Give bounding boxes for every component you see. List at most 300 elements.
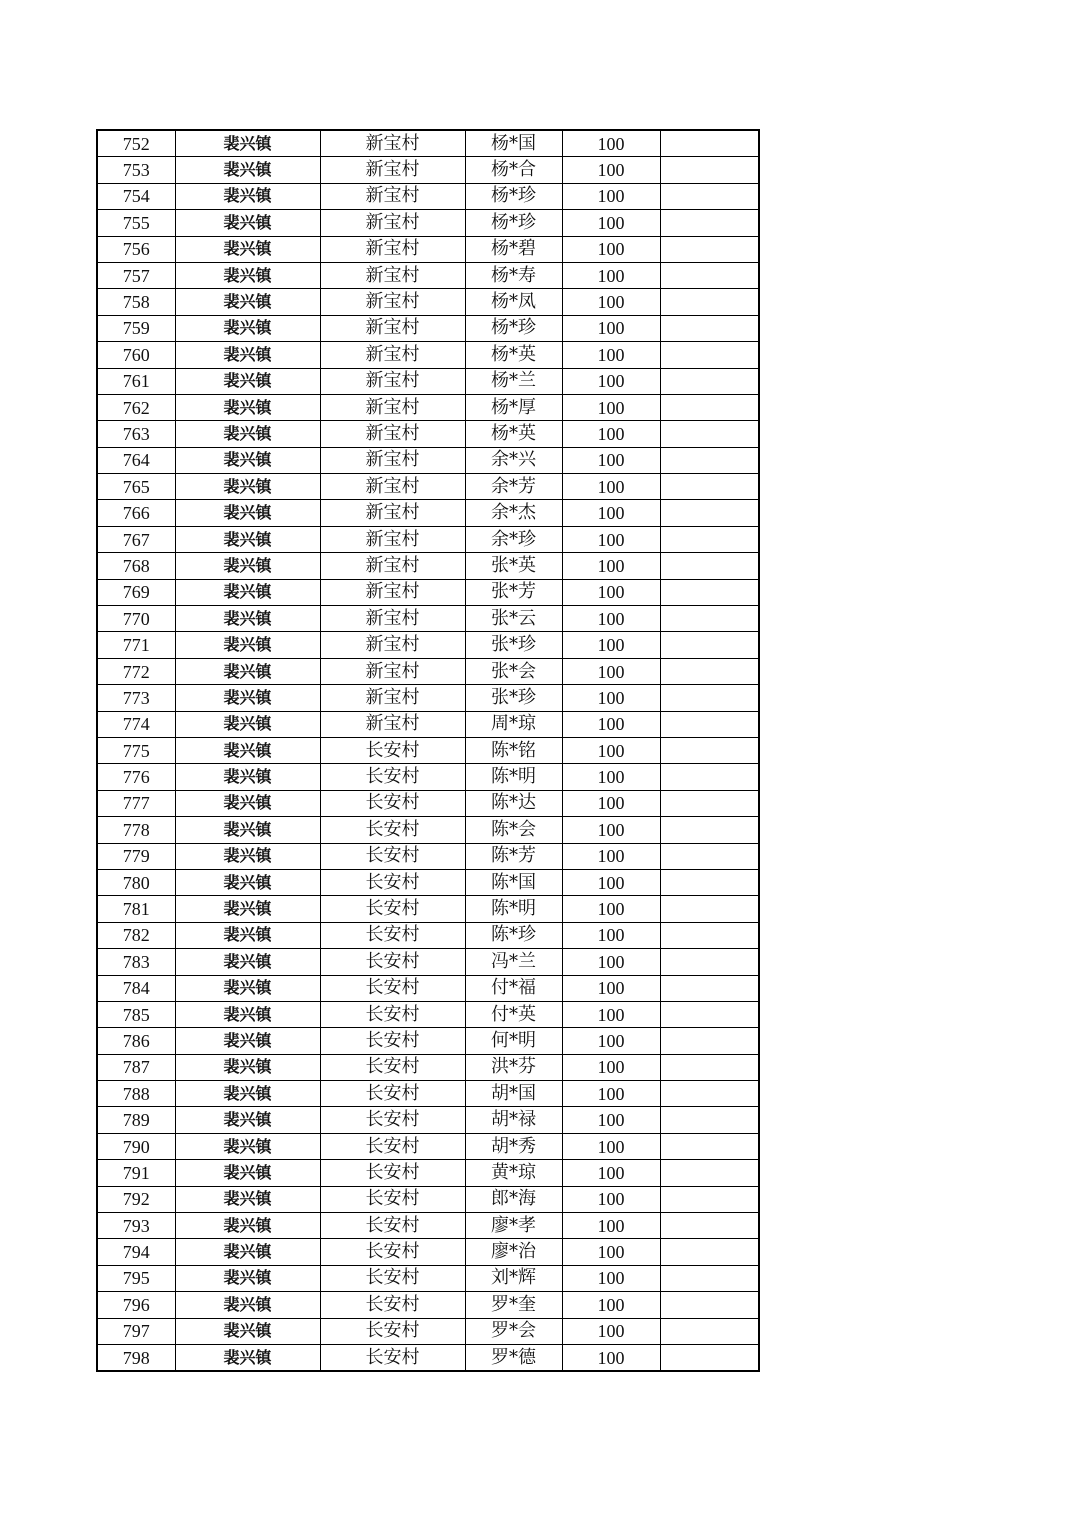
amount-cell: 100	[562, 210, 660, 236]
note-cell	[660, 447, 759, 473]
note-cell	[660, 500, 759, 526]
note-cell	[660, 949, 759, 975]
name-cell: 罗*德	[465, 1344, 562, 1371]
name-cell: 杨*厚	[465, 394, 562, 420]
village-cell: 新宝村	[320, 500, 465, 526]
table-row	[97, 843, 759, 869]
table-row	[97, 606, 759, 632]
note-cell	[660, 1239, 759, 1265]
table-row	[97, 1001, 759, 1027]
row-number-cell: 764	[97, 447, 175, 473]
name-cell: 胡*禄	[465, 1107, 562, 1133]
town-cell: 裴兴镇	[175, 1292, 320, 1318]
amount-cell: 100	[562, 342, 660, 368]
note-cell	[660, 342, 759, 368]
town-cell: 裴兴镇	[175, 130, 320, 157]
amount-cell: 100	[562, 394, 660, 420]
amount-cell: 100	[562, 737, 660, 763]
village-cell: 新宝村	[320, 579, 465, 605]
note-cell	[660, 1081, 759, 1107]
name-cell: 杨*英	[465, 421, 562, 447]
table-row	[97, 183, 759, 209]
table-row	[97, 737, 759, 763]
town-cell: 裴兴镇	[175, 421, 320, 447]
row-number-cell: 779	[97, 843, 175, 869]
row-number-cell: 754	[97, 183, 175, 209]
roster-table	[96, 129, 760, 1372]
town-cell: 裴兴镇	[175, 553, 320, 579]
village-cell: 新宝村	[320, 262, 465, 288]
town-cell: 裴兴镇	[175, 949, 320, 975]
name-cell: 余*杰	[465, 500, 562, 526]
table-row	[97, 157, 759, 183]
town-cell: 裴兴镇	[175, 896, 320, 922]
name-cell: 杨*英	[465, 342, 562, 368]
amount-cell: 100	[562, 1213, 660, 1239]
note-cell	[660, 526, 759, 552]
town-cell: 裴兴镇	[175, 183, 320, 209]
row-number-cell: 759	[97, 315, 175, 341]
row-number-cell: 780	[97, 869, 175, 895]
name-cell: 杨*国	[465, 130, 562, 157]
row-number-cell: 784	[97, 975, 175, 1001]
village-cell: 长安村	[320, 1001, 465, 1027]
village-cell: 长安村	[320, 1213, 465, 1239]
name-cell: 胡*国	[465, 1081, 562, 1107]
amount-cell: 100	[562, 368, 660, 394]
amount-cell: 100	[562, 500, 660, 526]
amount-cell: 100	[562, 658, 660, 684]
village-cell: 新宝村	[320, 553, 465, 579]
name-cell: 付*福	[465, 975, 562, 1001]
note-cell	[660, 394, 759, 420]
note-cell	[660, 1054, 759, 1080]
name-cell: 张*芳	[465, 579, 562, 605]
note-cell	[660, 1160, 759, 1186]
name-cell: 陈*明	[465, 896, 562, 922]
village-cell: 新宝村	[320, 526, 465, 552]
village-cell: 新宝村	[320, 685, 465, 711]
name-cell: 杨*凤	[465, 289, 562, 315]
amount-cell: 100	[562, 975, 660, 1001]
table-row	[97, 632, 759, 658]
row-number-cell: 772	[97, 658, 175, 684]
row-number-cell: 765	[97, 474, 175, 500]
name-cell: 洪*芬	[465, 1054, 562, 1080]
amount-cell: 100	[562, 896, 660, 922]
amount-cell: 100	[562, 236, 660, 262]
amount-cell: 100	[562, 526, 660, 552]
table-row	[97, 896, 759, 922]
note-cell	[660, 975, 759, 1001]
roster-table-body	[97, 130, 759, 1371]
name-cell: 廖*孝	[465, 1213, 562, 1239]
village-cell: 长安村	[320, 869, 465, 895]
row-number-cell: 791	[97, 1160, 175, 1186]
row-number-cell: 790	[97, 1133, 175, 1159]
village-cell: 新宝村	[320, 632, 465, 658]
note-cell	[660, 130, 759, 157]
village-cell: 长安村	[320, 1344, 465, 1371]
town-cell: 裴兴镇	[175, 579, 320, 605]
village-cell: 长安村	[320, 1028, 465, 1054]
note-cell	[660, 896, 759, 922]
table-row	[97, 658, 759, 684]
amount-cell: 100	[562, 1054, 660, 1080]
table-row	[97, 130, 759, 157]
village-cell: 新宝村	[320, 711, 465, 737]
table-row	[97, 1344, 759, 1371]
table-row	[97, 368, 759, 394]
note-cell	[660, 1213, 759, 1239]
row-number-cell: 788	[97, 1081, 175, 1107]
name-cell: 陈*国	[465, 869, 562, 895]
note-cell	[660, 869, 759, 895]
table-row	[97, 869, 759, 895]
name-cell: 罗*会	[465, 1318, 562, 1344]
village-cell: 长安村	[320, 1133, 465, 1159]
amount-cell: 100	[562, 632, 660, 658]
village-cell: 长安村	[320, 1239, 465, 1265]
table-row	[97, 500, 759, 526]
village-cell: 新宝村	[320, 447, 465, 473]
table-row	[97, 342, 759, 368]
amount-cell: 100	[562, 474, 660, 500]
note-cell	[660, 315, 759, 341]
note-cell	[660, 1133, 759, 1159]
table-row	[97, 289, 759, 315]
note-cell	[660, 843, 759, 869]
note-cell	[660, 1344, 759, 1371]
town-cell: 裴兴镇	[175, 342, 320, 368]
note-cell	[660, 474, 759, 500]
row-number-cell: 767	[97, 526, 175, 552]
amount-cell: 100	[562, 1133, 660, 1159]
town-cell: 裴兴镇	[175, 236, 320, 262]
note-cell	[660, 289, 759, 315]
amount-cell: 100	[562, 949, 660, 975]
row-number-cell: 793	[97, 1213, 175, 1239]
row-number-cell: 792	[97, 1186, 175, 1212]
table-row	[97, 553, 759, 579]
table-row	[97, 1160, 759, 1186]
name-cell: 张*会	[465, 658, 562, 684]
amount-cell: 100	[562, 579, 660, 605]
row-number-cell: 777	[97, 790, 175, 816]
row-number-cell: 794	[97, 1239, 175, 1265]
table-row	[97, 922, 759, 948]
table-row	[97, 210, 759, 236]
table-row	[97, 1107, 759, 1133]
town-cell: 裴兴镇	[175, 606, 320, 632]
table-row	[97, 262, 759, 288]
table-row	[97, 474, 759, 500]
note-cell	[660, 421, 759, 447]
amount-cell: 100	[562, 1160, 660, 1186]
row-number-cell: 755	[97, 210, 175, 236]
village-cell: 新宝村	[320, 289, 465, 315]
note-cell	[660, 236, 759, 262]
table-row	[97, 1028, 759, 1054]
name-cell: 郎*海	[465, 1186, 562, 1212]
town-cell: 裴兴镇	[175, 1186, 320, 1212]
village-cell: 新宝村	[320, 394, 465, 420]
village-cell: 长安村	[320, 1081, 465, 1107]
table-row	[97, 817, 759, 843]
row-number-cell: 756	[97, 236, 175, 262]
town-cell: 裴兴镇	[175, 711, 320, 737]
name-cell: 杨*合	[465, 157, 562, 183]
village-cell: 新宝村	[320, 157, 465, 183]
table-row	[97, 975, 759, 1001]
name-cell: 张*珍	[465, 685, 562, 711]
amount-cell: 100	[562, 869, 660, 895]
row-number-cell: 753	[97, 157, 175, 183]
amount-cell: 100	[562, 1186, 660, 1212]
amount-cell: 100	[562, 606, 660, 632]
town-cell: 裴兴镇	[175, 526, 320, 552]
table-row	[97, 526, 759, 552]
name-cell: 张*英	[465, 553, 562, 579]
note-cell	[660, 1186, 759, 1212]
table-row	[97, 315, 759, 341]
village-cell: 新宝村	[320, 236, 465, 262]
row-number-cell: 798	[97, 1344, 175, 1371]
row-number-cell: 757	[97, 262, 175, 288]
amount-cell: 100	[562, 790, 660, 816]
town-cell: 裴兴镇	[175, 500, 320, 526]
row-number-cell: 789	[97, 1107, 175, 1133]
row-number-cell: 766	[97, 500, 175, 526]
amount-cell: 100	[562, 843, 660, 869]
town-cell: 裴兴镇	[175, 368, 320, 394]
table-row	[97, 1292, 759, 1318]
town-cell: 裴兴镇	[175, 1239, 320, 1265]
note-cell	[660, 1292, 759, 1318]
town-cell: 裴兴镇	[175, 790, 320, 816]
name-cell: 冯*兰	[465, 949, 562, 975]
note-cell	[660, 1001, 759, 1027]
town-cell: 裴兴镇	[175, 658, 320, 684]
village-cell: 新宝村	[320, 342, 465, 368]
note-cell	[660, 764, 759, 790]
name-cell: 罗*奎	[465, 1292, 562, 1318]
town-cell: 裴兴镇	[175, 975, 320, 1001]
row-number-cell: 773	[97, 685, 175, 711]
town-cell: 裴兴镇	[175, 1001, 320, 1027]
note-cell	[660, 210, 759, 236]
note-cell	[660, 262, 759, 288]
amount-cell: 100	[562, 1318, 660, 1344]
table-row	[97, 1054, 759, 1080]
amount-cell: 100	[562, 1239, 660, 1265]
town-cell: 裴兴镇	[175, 817, 320, 843]
name-cell: 陈*达	[465, 790, 562, 816]
amount-cell: 100	[562, 764, 660, 790]
village-cell: 长安村	[320, 843, 465, 869]
row-number-cell: 763	[97, 421, 175, 447]
row-number-cell: 769	[97, 579, 175, 605]
amount-cell: 100	[562, 1107, 660, 1133]
note-cell	[660, 1265, 759, 1291]
row-number-cell: 781	[97, 896, 175, 922]
name-cell: 周*琼	[465, 711, 562, 737]
town-cell: 裴兴镇	[175, 764, 320, 790]
name-cell: 陈*明	[465, 764, 562, 790]
amount-cell: 100	[562, 1344, 660, 1371]
row-number-cell: 785	[97, 1001, 175, 1027]
village-cell: 长安村	[320, 817, 465, 843]
village-cell: 长安村	[320, 1186, 465, 1212]
row-number-cell: 761	[97, 368, 175, 394]
name-cell: 张*云	[465, 606, 562, 632]
village-cell: 长安村	[320, 1292, 465, 1318]
amount-cell: 100	[562, 1292, 660, 1318]
name-cell: 余*芳	[465, 474, 562, 500]
table-row	[97, 579, 759, 605]
amount-cell: 100	[562, 922, 660, 948]
note-cell	[660, 737, 759, 763]
note-cell	[660, 685, 759, 711]
village-cell: 长安村	[320, 764, 465, 790]
town-cell: 裴兴镇	[175, 922, 320, 948]
row-number-cell: 758	[97, 289, 175, 315]
row-number-cell: 762	[97, 394, 175, 420]
amount-cell: 100	[562, 685, 660, 711]
note-cell	[660, 183, 759, 209]
row-number-cell: 775	[97, 737, 175, 763]
table-row	[97, 790, 759, 816]
town-cell: 裴兴镇	[175, 632, 320, 658]
town-cell: 裴兴镇	[175, 1160, 320, 1186]
village-cell: 新宝村	[320, 658, 465, 684]
row-number-cell: 752	[97, 130, 175, 157]
name-cell: 杨*珍	[465, 315, 562, 341]
town-cell: 裴兴镇	[175, 1265, 320, 1291]
amount-cell: 100	[562, 130, 660, 157]
row-number-cell: 786	[97, 1028, 175, 1054]
town-cell: 裴兴镇	[175, 262, 320, 288]
town-cell: 裴兴镇	[175, 869, 320, 895]
note-cell	[660, 632, 759, 658]
note-cell	[660, 817, 759, 843]
amount-cell: 100	[562, 817, 660, 843]
town-cell: 裴兴镇	[175, 289, 320, 315]
town-cell: 裴兴镇	[175, 394, 320, 420]
town-cell: 裴兴镇	[175, 1133, 320, 1159]
name-cell: 杨*碧	[465, 236, 562, 262]
village-cell: 长安村	[320, 949, 465, 975]
name-cell: 杨*兰	[465, 368, 562, 394]
table-row	[97, 1186, 759, 1212]
name-cell: 黄*琼	[465, 1160, 562, 1186]
town-cell: 裴兴镇	[175, 1028, 320, 1054]
name-cell: 陈*珍	[465, 922, 562, 948]
table-row	[97, 236, 759, 262]
village-cell: 新宝村	[320, 183, 465, 209]
note-cell	[660, 922, 759, 948]
table-row	[97, 711, 759, 737]
table-row	[97, 1213, 759, 1239]
village-cell: 长安村	[320, 1107, 465, 1133]
town-cell: 裴兴镇	[175, 210, 320, 236]
name-cell: 廖*治	[465, 1239, 562, 1265]
row-number-cell: 776	[97, 764, 175, 790]
amount-cell: 100	[562, 183, 660, 209]
village-cell: 新宝村	[320, 210, 465, 236]
town-cell: 裴兴镇	[175, 843, 320, 869]
row-number-cell: 797	[97, 1318, 175, 1344]
row-number-cell: 787	[97, 1054, 175, 1080]
amount-cell: 100	[562, 157, 660, 183]
table-row	[97, 1239, 759, 1265]
note-cell	[660, 368, 759, 394]
name-cell: 胡*秀	[465, 1133, 562, 1159]
town-cell: 裴兴镇	[175, 685, 320, 711]
amount-cell: 100	[562, 711, 660, 737]
amount-cell: 100	[562, 421, 660, 447]
village-cell: 长安村	[320, 896, 465, 922]
town-cell: 裴兴镇	[175, 474, 320, 500]
village-cell: 长安村	[320, 975, 465, 1001]
row-number-cell: 770	[97, 606, 175, 632]
amount-cell: 100	[562, 315, 660, 341]
row-number-cell: 778	[97, 817, 175, 843]
note-cell	[660, 157, 759, 183]
town-cell: 裴兴镇	[175, 1054, 320, 1080]
village-cell: 新宝村	[320, 474, 465, 500]
amount-cell: 100	[562, 1081, 660, 1107]
name-cell: 刘*辉	[465, 1265, 562, 1291]
amount-cell: 100	[562, 262, 660, 288]
note-cell	[660, 711, 759, 737]
town-cell: 裴兴镇	[175, 1107, 320, 1133]
note-cell	[660, 606, 759, 632]
note-cell	[660, 658, 759, 684]
row-number-cell: 796	[97, 1292, 175, 1318]
village-cell: 新宝村	[320, 606, 465, 632]
village-cell: 长安村	[320, 1318, 465, 1344]
village-cell: 长安村	[320, 1054, 465, 1080]
town-cell: 裴兴镇	[175, 1344, 320, 1371]
name-cell: 杨*珍	[465, 183, 562, 209]
village-cell: 新宝村	[320, 315, 465, 341]
name-cell: 陈*芳	[465, 843, 562, 869]
row-number-cell: 783	[97, 949, 175, 975]
amount-cell: 100	[562, 1265, 660, 1291]
town-cell: 裴兴镇	[175, 1081, 320, 1107]
note-cell	[660, 790, 759, 816]
village-cell: 长安村	[320, 922, 465, 948]
row-number-cell: 760	[97, 342, 175, 368]
note-cell	[660, 579, 759, 605]
town-cell: 裴兴镇	[175, 315, 320, 341]
amount-cell: 100	[562, 553, 660, 579]
name-cell: 杨*珍	[465, 210, 562, 236]
town-cell: 裴兴镇	[175, 1318, 320, 1344]
table-row	[97, 764, 759, 790]
row-number-cell: 771	[97, 632, 175, 658]
name-cell: 张*珍	[465, 632, 562, 658]
note-cell	[660, 1318, 759, 1344]
name-cell: 陈*铭	[465, 737, 562, 763]
village-cell: 长安村	[320, 1160, 465, 1186]
amount-cell: 100	[562, 1001, 660, 1027]
table-row	[97, 949, 759, 975]
note-cell	[660, 553, 759, 579]
town-cell: 裴兴镇	[175, 157, 320, 183]
note-cell	[660, 1107, 759, 1133]
